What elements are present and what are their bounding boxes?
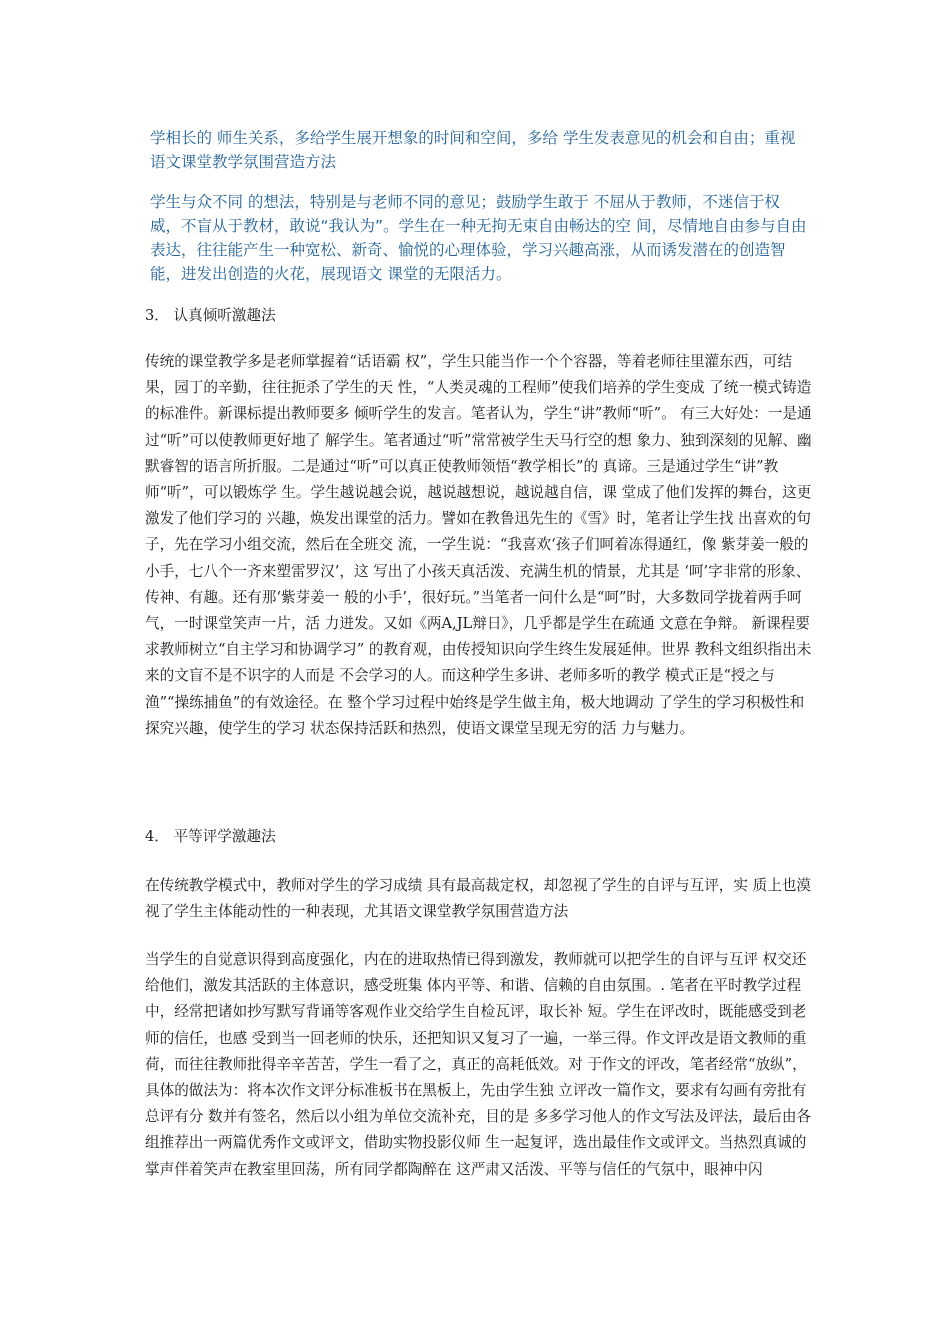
highlight-paragraph: 学相长的 师生关系，多给学生展开想象的时间和空间，多给 学生发表意见的机会和自由；重视语文课堂教学氛围营造方法 [150, 129, 796, 171]
body-paragraph: 传统的课堂教学多是老师掌握着“话语霸 权”，学生只能当作一个个容器，等着老师往里灌东西，可结果，园丁的辛勤，往往扼杀了学生的天 性，“人类灵魂的工程师”使我们培养的学生变成 了统一模式铸造的标准件。新课标提出教师要多 倾听学生的发言。笔者认为，学生“讲”教师“听”。 有三大好处：一是通过“听”可以使教师更好地了 解学生。笔者通过“听”常常被学生天马行空的想 象力、独到深刻的见解、幽默睿智的语言所折服。二是通过“听”可以真正使教师领悟“教学相长”的 真谛。三是通过学生“讲”教师“听”，可以锻炼学 生。学生越说越会说，越说越想说，越说越自信，课 堂成了他们发挥的舞台，这更激发了他们学习的 兴趣，焕发出课堂的活力。譬如在教鲁迅先生的《雪》时，笔者让学生找 出喜欢的句子，先在学习小组交流，然后在全班交 流，一学生说：“我喜欢‘孩子们呵着冻得通红，像 紫芽姜一般的小手，七八个一齐来塑雷罗汉’，这 写出了小孩天真活泼、充满生机的情景，尤其是 ‘呵’字非常的形象、传神、有趣。还有那‘紫芽姜一 般的小手’，很好玩。”当笔者一问什么是“呵”时，大多数同学拢着两手呵气，一时课堂笑声一片，活 力迸发。又如《两A,JL辩日》，几乎都是学生在疏通 文意在争辩。 新课程要求教师树立“自主学习和协调学习” 的教育观，由传授知识向学生终生发展延伸。世界 教科文组织指出未来的文盲不是不识字的人而是 不会学习的人。而这种学生多讲、老师多听的教学 模式正是“授之与渔”“操练捕鱼”的有效途径。在 整个学习过程中始终是学生做主角，极大地调动 了学生的学习积极性和探究兴趣，使学生的学习 状态保持活跃和热烈，使语文课堂呈现无穷的活 力与魅力。 [145, 353, 812, 737]
section-heading: 3． 认真倾听激趣法 [145, 307, 276, 324]
body-paragraph: 当学生的自觉意识得到高度强化，内在的进取热情已得到激发，教师就可以把学生的自评与互评 权交还给他们，激发其活跃的主体意识，感受班集 体内平等、和谐、信赖的自由氛围。. 笔者在平时教学过程中，经常把诸如抄写默写背诵等客观作业交给学生自检瓦评，取长补 短。学生在评改时，既能感受到老师的信任，也感 受到当一回老师的快乐，还把知识又复习了一遍，一举三得。作文评改是语文教师的重荷，而往往教师批得辛辛苦苦，学生一看了之，真正的高耗低效。对 于作文的评改，笔者经常“放纵”，具体的做法为：将本次作文评分标准板书在黑板上，先由学生独 立评改一篇作文，要求有勾画有旁批有总评有分 数并有签名，然后以小组为单位交流补充，目的是 多多学习他人的作文写法及评法，最后由各组推荐出一两篇优秀作文或评文，借助实物投影仪师 生一起复评，选出最佳作文或评文。当热烈真诚的 掌声伴着笑声在教室里回荡，所有同学都陶醉在 这严肃又活泼、平等与信任的气氛中，眼神中闪 [145, 951, 812, 1178]
section-heading: 4． 平等评学激趣法 [145, 828, 276, 845]
highlight-paragraph: 学生与众不同 的想法，特别是与老师不同的意见；鼓励学生敢于 不屈从于教师，不迷信于权威，不盲从于教材，敢说“我认为”。学生在一种无拘无束自由畅达的空 间，尽情地自由参与自由表达，往往能产生一种宽松、新奇、愉悦的心理体验，学习兴趣高涨，从而诱发潜在的创造智能，进发出创造的火花，展现语文 课堂的无限活力。 [150, 193, 807, 283]
body-paragraph: 在传统教学模式中，教师对学生的学习成绩 具有最高裁定权，却忽视了学生的自评与互评，实 质上也漠视了学生主体能动性的一种表现，尤其语文课堂教学氛围营造方法 [145, 877, 812, 921]
